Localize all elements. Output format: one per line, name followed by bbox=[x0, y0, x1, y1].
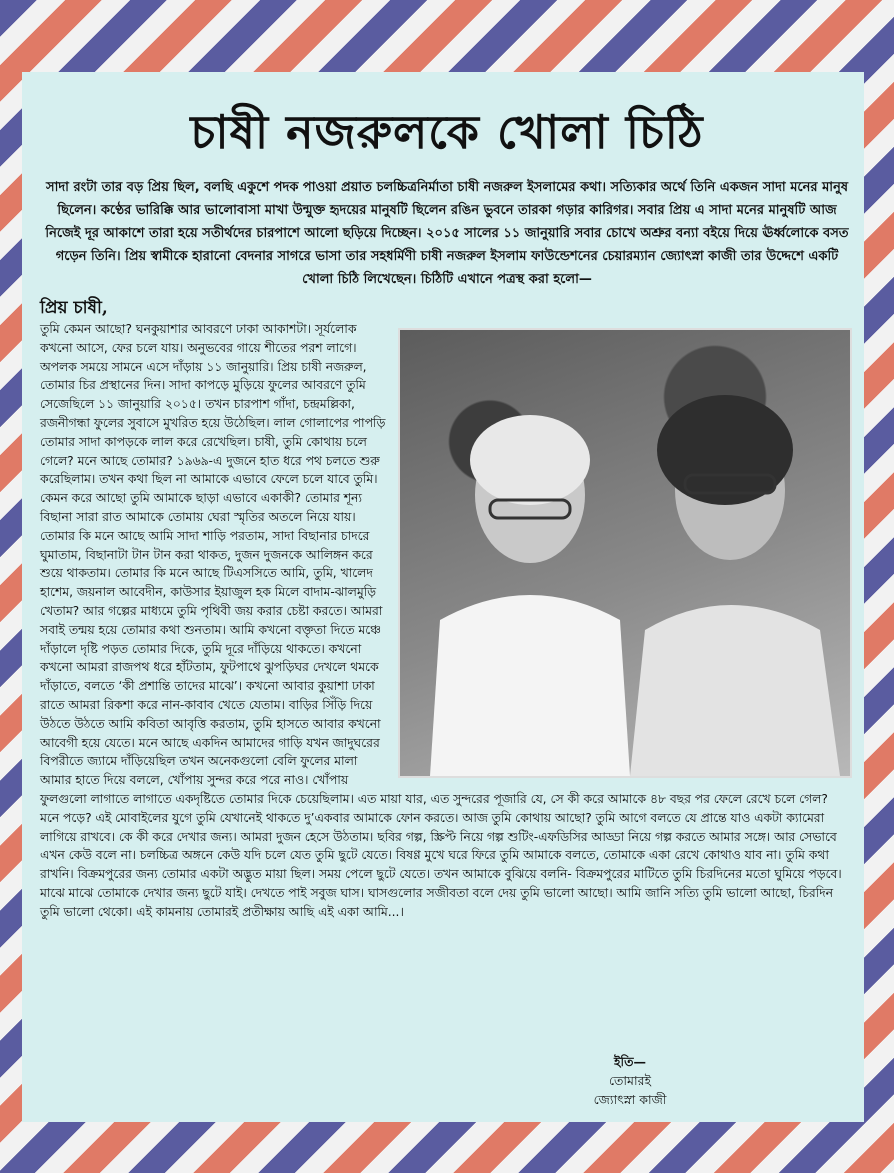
headline: চাষী নজরুলকে খোলা চিঠি bbox=[190, 105, 704, 159]
letter-body bbox=[40, 320, 852, 922]
letter-paragraph: তুমি কেমন আছো? ঘনকুয়াশার আবরণে ঢাকা আকাশটা। সূর্যলোক কখনো আসে, ফের চলে যায়। অনুভবের গায়ে শীতের পরশ লাগে। অপলক সময়ে সামনে এসে দাঁড়ায় ১১ জানুয়ারি। প্রিয় চাষী নজরুল, তোমার চির প্রস্থানের দিন। সাদা কাপড়ে মুড়িয়ে ফুলের আবরণে তুমি সেজেছিলে ১১ জানুয়ারি ২০১৫। তখন চারপাশ গাঁদা, চন্দ্রমল্লিকা, রজনীগন্ধা ফুলের সুবাসে মুখরিত হয়ে উঠেছিল। লাল গোলাপের পাপড়ি তোমার সাদা কাপড়কে লাল করে রেখেছিল। চাষী, তুমি কোথায় চলে গেলে? মনে আছে তোমার? ১৯৬৯-এ দুজনে হাত ধরে পথ চলতে শুরু করেছিলাম। তখন কথা ছিল না আমাকে এভাবে ফেলে চলে যাবে তুমি। কেমন করে আছো তুমি আমাকে ছাড়া এভাবে একাকী? তোমার শূন্য বিছানা সারা রাত আমাকে তোমায় ঘেরা স্মৃতির অতলে নিয়ে যায়। তোমার কি মনে আছে আমি সাদা শাড়ি পরতাম, সাদা বিছানার চাদরে ঘুমাতাম, বিছানাটা টান টান করা থাকত, দুজন দুজনকে আলিঙ্গন করে শুয়ে থাকতাম। তোমার কি মনে আছে টিএসসিতে আমি, তুমি, খালেদ হাশেম, জয়নাল আবেদীন, কাউসার ইয়াজুল হক মিলে বাদাম-ঝালমুড়ি খেতাম? আর গল্পের মাধ্যমে তুমি পৃথিবী জয় করার চেষ্টা করতে। আমরা সবাই তন্ময় হয়ে তোমার কথা শুনতাম। আমি কখনো বক্তৃতা দিতে মঞ্চে দাঁড়ালে দৃষ্টি পড়ত তোমার দিকে, তুমি দূরে দাঁড়িয়ে থাকতে। কখনো কখনো আমরা রাজপথ ধরে হাঁটতাম, ফুটপাথে ঝুপড়িঘর দেখলে থমকে দাঁড়াতে, বলতে ‘কী প্রশান্তি তাদের মাঝে’। কখনো আবার কুয়াশা ঢাকা রাতে আমরা রিকশা করে নান-কাবাব খেতে যেতাম। বাড়ির সিঁড়ি দিয়ে উঠতে উঠতে আমি কবিতা আবৃত্তি করতাম, তুমি হাসতে আবার কখনো আবেগী হয়ে যেতে। মনে আছে একদিন আমাদের গাড়ি যখন জাদুঘরের বিপরীতে জ্যামে দাঁড়িয়েছিল তখন অনেকগুলো বেলি ফুলের মালা আমার হাতে দিয়ে বললে, খোঁপায় সুন্দর করে পরে নাও। খোঁপায় ফুলগুলো লাগাতে লাগাতে একদৃষ্টিতে তোমার দিকে চেয়েছিলাম। এত মায়া যার, এত সুন্দরের পূজারি যে, সে কী করে আমাকে ৪৮ বছর পর ফেলে রেখে চলে গেল? bbox=[40, 322, 828, 806]
letter-paragraph: মনে পড়ে? এই মোবাইলের যুগে তুমি যেখানেই থাকতে দু’একবার আমাকে ফোন করতে। আজ তুমি কোথায় আছো? তুমি আগে বলতে যে প্রান্তে যাও একটা ক্যামেরা লাগিয়ে রাখবে। কে কী করে দেখার জন্য। আমরা দুজন হেসে উঠতাম। ছবির গল্প, স্ক্রিপ্ট নিয়ে গল্প শুটিং-এফডিসির আড্ডা নিয়ে গল্প করতে আমার সঙ্গে। আর সেভাবে এখন কেউ বলে না। চলচ্চিত্র অঙ্গনে কেউ যদি চলে যেত তুমি ছুটে যেতে। বিষণ্ণ মুখে ঘরে ফিরে তুমি আমাকে বলতে, তোমাকে একা রেখে কোথাও যাব না। তুমি কথা রাখনি। বিক্রমপুরের জন্য তোমার একটা অদ্ভুত মায়া ছিল। সময় পেলে ছুটে যেতে। তখন আমাকে বুঝিয়ে বলনি- বিক্রমপুরের মাটিতে তুমি চিরদিনের মতো ঘুমিয়ে পড়বে। মাঝে মাঝে তোমাকে দেখার জন্য ছুটে যাই। দেখতে পাই সবুজ ঘাস। ঘাসগুলোর সজীবতা বলে দেয় তুমি ভালো আছো। আমি জানি সত্যি তুমি ভালো আছো, চিরদিন তুমি ভালো থেকো। এই কামনায় তোমারই প্রতীক্ষায় আছি এই একা আমি...। bbox=[40, 810, 842, 919]
woman-figure bbox=[630, 370, 840, 776]
salutation: প্রিয় চাষী, bbox=[40, 298, 108, 318]
man-figure bbox=[420, 400, 630, 776]
closing-iti: ইতি— bbox=[614, 1054, 646, 1069]
signer-name: জ্যোৎস্না কাজী bbox=[593, 1092, 667, 1107]
closing-signature bbox=[560, 1052, 700, 1109]
intro-paragraph: সাদা রংটা তার বড় প্রিয় ছিল, বলছি একুশে পদক পাওয়া প্রয়াত চলচ্চিত্রনির্মাতা চাষী নজরুল ইসলামের কথা। সত্যিকার অর্থে তিনি একজন সাদা মনের মানুষ ছিলেন। কণ্ঠের ভারিক্কি আর ভালোবাসা মাখা উন্মুক্ত হৃদয়ের মানুষটি ছিলেন রঙিন ভুবনে তারকা গড়ার কারিগর। সবার প্রিয় এ সাদা মনের মানুষটি আজ নিজেই দূর আকাশে তারা হয়ে সতীর্থদের চারপাশে আলো ছড়িয়ে দিচ্ছেন। ২০১৫ সালের ১১ জানুয়ারি সবার চোখে অশ্রুর বন্যা বইয়ে দিয়ে ঊর্ধ্বলোকে বসত গড়েন তিনি। প্রিয় স্বামীকে হারানো বেদনার সাগরে ভাসা তার সহধর্মিণী চাষী নজরুল ইসলাম ফাউন্ডেশনের চেয়ারম্যান জ্যোৎস্না কাজী তার উদ্দেশে একটি খোলা চিঠি লিখেছেন। চিঠিটি এখানে পত্রস্থ করা হলো— bbox=[45, 180, 849, 287]
closing-line: তোমারই bbox=[608, 1073, 652, 1088]
couple-photo bbox=[398, 328, 852, 778]
